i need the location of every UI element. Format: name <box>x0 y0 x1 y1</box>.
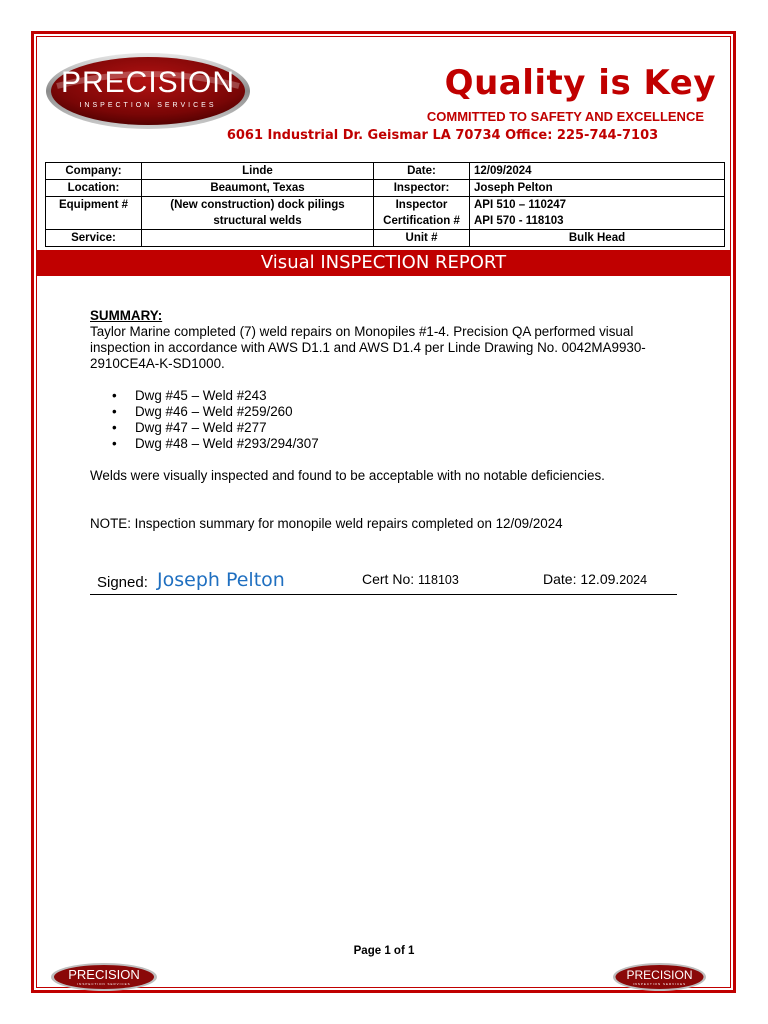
weld-list <box>90 388 690 452</box>
footer-logo-left <box>50 962 158 992</box>
company-logo <box>45 52 251 130</box>
signature-date <box>543 571 647 587</box>
date-label: Date: <box>374 163 470 180</box>
certification-line-1: API 510 – 110247 <box>474 199 567 211</box>
report-body <box>90 308 690 532</box>
table-row <box>46 197 725 230</box>
inspector-label: Inspector: <box>374 180 470 197</box>
table-row <box>46 230 725 247</box>
certification-label-line-2: Certification # <box>383 215 460 227</box>
cert-number <box>362 571 459 587</box>
service-value <box>142 230 374 247</box>
list-item: • Dwg #46 – Weld #259/260 <box>90 404 690 420</box>
certification-label-line-1: Inspector <box>395 199 448 211</box>
subtagline: COMMITTED TO SAFETY AND EXCELLENCE <box>426 109 704 124</box>
signature-date-label: Date: 12.09. <box>543 571 620 587</box>
certification-line-2: API 570 - 118103 <box>474 215 564 227</box>
report-title-banner: Visual INSPECTION REPORT <box>36 250 731 276</box>
table-row <box>46 180 725 197</box>
unit-value: Bulk Head <box>470 230 725 247</box>
certification-label <box>374 197 470 230</box>
company-label: Company: <box>46 163 142 180</box>
list-item: • Dwg #48 – Weld #293/294/307 <box>90 436 690 452</box>
footer-logo-right-text: PRECISION <box>626 968 693 982</box>
list-item: • Dwg #45 – Weld #243 <box>90 388 690 404</box>
location-label: Location: <box>46 180 142 197</box>
signature-date-year: 2024 <box>619 573 648 587</box>
equipment-value <box>142 197 374 230</box>
cert-label: Cert No: <box>362 571 415 587</box>
service-label: Service: <box>46 230 142 247</box>
report-info-table <box>45 162 725 247</box>
summary-text: Taylor Marine completed (7) weld repairs on Monopiles #1-4. Precision QA performed visual inspection in accordance with AWS D1.1 and AWS D1.4 per Linde Drawing No. 0042MA9930-2910CE4A-K-SD1000. <box>90 324 646 371</box>
company-value: Linde <box>142 163 374 180</box>
footer-logo-left-text: PRECISION <box>68 967 140 982</box>
signature-line <box>90 568 677 595</box>
list-item: • Dwg #47 – Weld #277 <box>90 420 690 436</box>
unit-label: Unit # <box>374 230 470 247</box>
footer-logo-right-subtext: INSPECTION SERVICES <box>632 982 687 986</box>
acceptance-text: Welds were visually inspected and found to be acceptable with no notable deficiencies. <box>90 468 605 483</box>
tagline: Quality is Key <box>444 63 716 103</box>
inspector-value: Joseph Pelton <box>470 180 725 197</box>
equipment-line-1: (New construction) dock pilings <box>170 199 345 211</box>
footer-logo-right <box>612 962 707 992</box>
company-address: 6061 Industrial Dr. Geismar LA 70734 Office: 225-744-7103 <box>226 128 659 143</box>
logo-main-text: PRECISION <box>60 66 236 99</box>
location-value: Beaumont, Texas <box>142 180 374 197</box>
logo-sub-text: INSPECTION SERVICES <box>79 102 217 109</box>
summary-heading: SUMMARY: <box>90 308 163 323</box>
note-text: NOTE: Inspection summary for monopile weld repairs completed on 12/09/2024 <box>90 516 563 531</box>
cert-value: 118103 <box>418 573 459 587</box>
equipment-line-2: structural welds <box>213 215 302 227</box>
page-number: Page 1 of 1 <box>353 945 415 957</box>
certification-value <box>470 197 725 230</box>
signature-name: Joseph Pelton <box>157 569 285 591</box>
equipment-label: Equipment # <box>46 197 142 230</box>
date-value: 12/09/2024 <box>470 163 725 180</box>
signed-label: Signed: <box>97 574 148 591</box>
table-row <box>46 163 725 180</box>
footer-logo-left-subtext: INSPECTION SERVICES <box>77 982 131 986</box>
